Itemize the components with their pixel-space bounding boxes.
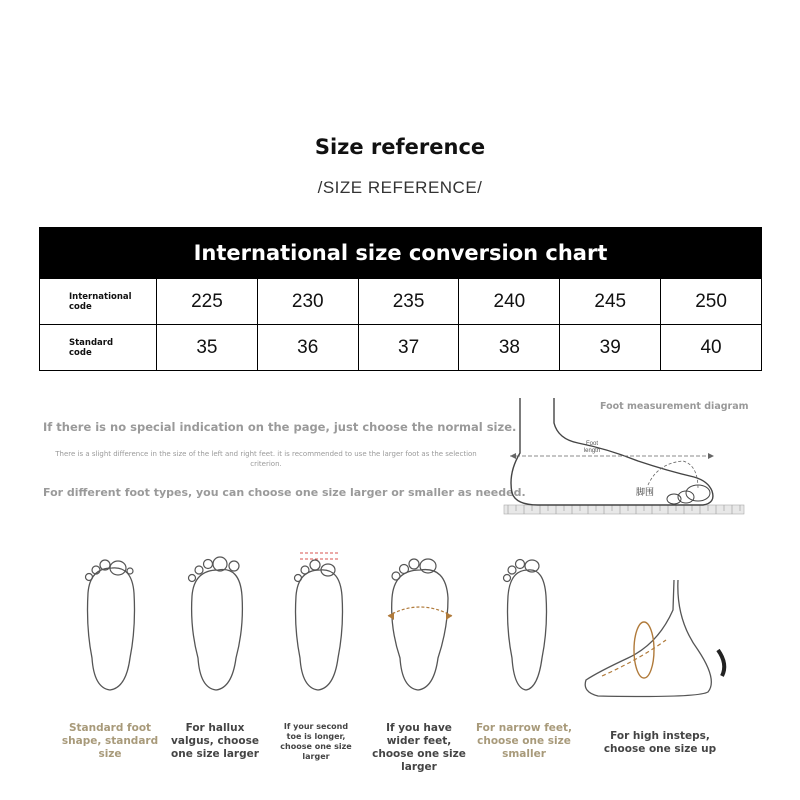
table-cell: 36 [258,325,359,370]
table-cell: 235 [359,279,460,324]
note-left-right-feet: There is a slight difference in the size of the left and right feet. it is recommended to use the larger foot as the selection criterion. [55,450,477,468]
note-foot-types: For different foot types, you can choose one size larger or smaller as needed. [43,486,526,499]
standard-foot-icon [72,548,152,698]
caption-high-instep: For high insteps, choose one size up [603,730,717,755]
size-conversion-chart [39,227,762,371]
foot-girth-label: 脚围 [636,488,655,498]
diagram-title: Foot measurement diagram [600,401,749,412]
table-row-international [40,278,761,324]
table-cell: 39 [560,325,661,370]
table-cell: 35 [157,325,258,370]
table-row-standard [40,324,761,370]
caption-standard: Standard foot shape, standard size [61,722,159,760]
table-cell: 240 [459,279,560,324]
high-instep-foot-icon [578,580,738,710]
foot-length-label: Foot length [583,441,601,454]
table-cell: 37 [359,325,460,370]
table-cell: 230 [258,279,359,324]
table-cell: 245 [560,279,661,324]
page-title: Size reference [314,135,486,159]
caption-hallux-valgus: For hallux valgus, choose one size larger [171,722,259,760]
chart-header: International size conversion chart [40,228,761,278]
table-cell: 40 [700,336,722,358]
caption-narrow-feet: For narrow feet, choose one size smaller [475,722,573,760]
foot-measurement-diagram-icon [498,393,760,523]
wide-foot-icon [380,548,460,698]
table-cell: 38 [459,325,560,370]
page-subtitle: /SIZE REFERENCE/ [317,178,483,197]
hallux-valgus-foot-icon [178,548,258,698]
row-label-standard: Standard code [40,325,157,370]
note-normal-size: If there is no special indication on the page, just choose the normal size. [43,420,517,434]
caption-long-second-toe: If your second toe is longer, choose one size larger [280,722,352,761]
row-label-international: International code [40,279,157,324]
table-cell: 250 [695,290,727,312]
long-second-toe-foot-icon [280,548,360,698]
narrow-foot-icon [488,548,568,698]
caption-wide-feet: If you have wider feet, choose one size larger [372,722,466,773]
table-cell: 225 [157,279,258,324]
